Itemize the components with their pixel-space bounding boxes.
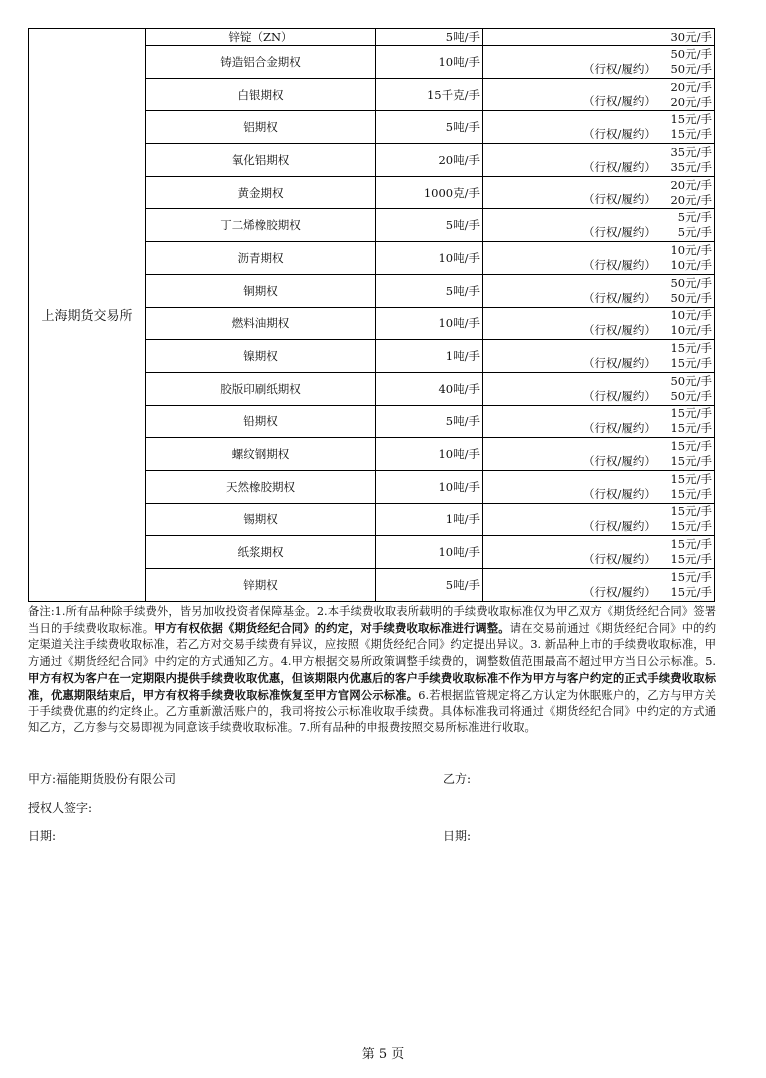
trading-unit: 10吨/手 <box>376 307 483 340</box>
party-a-label: 甲方:福能期货股份有限公司 <box>28 772 177 786</box>
fee-value: 15元/手 <box>670 569 712 584</box>
authorized-signature-label: 授权人签字: <box>28 801 93 815</box>
exercise-fee-value: 15元/手 <box>670 127 712 142</box>
trading-unit: 1吨/手 <box>376 503 483 536</box>
remarks <box>28 604 716 737</box>
exercise-tag: （行权/履约） <box>583 421 656 436</box>
product-name: 螺纹钢期权 <box>146 438 376 471</box>
trading-unit: 20吨/手 <box>376 144 483 177</box>
fee-value: 15元/手 <box>670 439 712 454</box>
remarks-text: 请在交易前通过《期货经纪合同》中的约定渠道关注手续费收取标准，若乙方对交易手续费有异议，应按照《期货经纪合同》约定提出异议。3. 新品种上市的手续费收取标准，甲方通过《期货经纪合同》中约定的方式通知乙方。4.甲方根据交易所政策调整手续费的，调整数值范围最高不超过甲方当日公示标准。5. <box>28 622 716 668</box>
trading-unit: 5吨/手 <box>376 209 483 242</box>
exercise-tag: （行权/履约） <box>583 584 656 599</box>
exercise-fee-value: 15元/手 <box>670 519 712 534</box>
page-number: 第 5 页 <box>361 1047 405 1062</box>
product-name: 镍期权 <box>146 340 376 373</box>
exercise-tag: （行权/履约） <box>583 519 656 534</box>
product-name: 白银期权 <box>146 78 376 111</box>
exercise-tag: （行权/履约） <box>583 192 656 207</box>
trading-unit: 10吨/手 <box>376 470 483 503</box>
trading-unit: 5吨/手 <box>376 569 483 602</box>
exchange-name: 上海期货交易所 <box>29 29 146 602</box>
remarks-text: 6.若根据监管规定将乙方认定为休眠账户的，乙方与甲方关于手续费优惠的约定终止。乙方重新激活账户的，我司将按公示标准收取手续费。具体标准我司将通过《期货经纪合同》中约定的方式通知乙方，乙方参与交易即视为同意该手续费收取标准。7.所有品种的申报费按照交易所标准进行收取。 <box>28 689 716 735</box>
fee-cell <box>483 176 715 209</box>
exercise-tag: （行权/履约） <box>583 552 656 566</box>
product-name: 铜期权 <box>146 274 376 307</box>
product-name: 燃料油期权 <box>146 307 376 340</box>
fee-value: 50元/手 <box>670 373 712 388</box>
exercise-tag: （行权/履约） <box>583 486 656 501</box>
fee-value: 30元/手 <box>670 29 712 44</box>
date-label-a: 日期: <box>28 829 57 843</box>
exercise-fee-value: 20元/手 <box>670 192 712 207</box>
exercise-fee-value: 15元/手 <box>670 454 712 469</box>
fee-cell <box>483 274 715 307</box>
product-name: 黄金期权 <box>146 176 376 209</box>
trading-unit: 1000克/手 <box>376 176 483 209</box>
product-name: 锡期权 <box>146 503 376 536</box>
fee-cell <box>483 470 715 503</box>
exercise-fee-value: 50元/手 <box>670 61 712 76</box>
exercise-tag: （行权/履约） <box>583 388 656 403</box>
exercise-tag: （行权/履约） <box>583 453 656 468</box>
fee-value: 5元/手 <box>677 210 712 225</box>
party-b-label: 乙方: <box>443 772 472 786</box>
exercise-fee-value: 15元/手 <box>670 421 712 436</box>
exercise-fee-value: 50元/手 <box>670 388 712 403</box>
fee-cell <box>483 503 715 536</box>
product-name: 锌锭（ZN） <box>146 29 376 46</box>
table-row <box>29 29 715 46</box>
fee-table <box>28 28 715 602</box>
trading-unit: 5吨/手 <box>376 111 483 144</box>
exercise-fee-value: 50元/手 <box>670 290 712 305</box>
exercise-fee-value: 35元/手 <box>670 159 712 174</box>
fee-cell <box>483 405 715 438</box>
fee-cell <box>483 144 715 177</box>
fee-cell <box>483 340 715 373</box>
fee-cell <box>483 438 715 471</box>
fee-value: 10元/手 <box>670 308 712 323</box>
exercise-tag: （行权/履约） <box>583 61 656 76</box>
fee-value: 20元/手 <box>670 177 712 192</box>
exercise-fee-value: 15元/手 <box>670 584 712 599</box>
fee-cell <box>483 29 715 46</box>
product-name: 胶版印刷纸期权 <box>146 372 376 405</box>
remarks-text: 备注:1.所有品种除手续费外，皆另加收投资者保障基金。2.本手续费收取表所载明的手续费收取标准仅为甲乙双方《期货经纪合同》签署当日的手续费收取标准。 <box>28 605 716 636</box>
trading-unit: 40吨/手 <box>376 372 483 405</box>
exercise-tag: （行权/履约） <box>583 127 656 142</box>
product-name: 天然橡胶期权 <box>146 470 376 503</box>
fee-cell <box>483 307 715 340</box>
fee-cell <box>483 46 715 79</box>
trading-unit: 10吨/手 <box>376 242 483 275</box>
exercise-fee-value: 15元/手 <box>670 486 712 501</box>
exercise-tag: （行权/履约） <box>583 355 656 370</box>
product-name: 铅期权 <box>146 405 376 438</box>
trading-unit: 1吨/手 <box>376 340 483 373</box>
trading-unit: 10吨/手 <box>376 46 483 79</box>
exercise-tag: （行权/履约） <box>583 257 656 272</box>
fee-value: 10元/手 <box>670 242 712 257</box>
product-name: 铸造铝合金期权 <box>146 46 376 79</box>
fee-cell <box>483 242 715 275</box>
exercise-fee-value: 20元/手 <box>670 94 712 109</box>
exercise-fee-value: 5元/手 <box>677 225 712 240</box>
exercise-fee-value: 10元/手 <box>670 257 712 272</box>
trading-unit: 10吨/手 <box>376 536 483 569</box>
fee-value: 15元/手 <box>670 504 712 519</box>
trading-unit: 5吨/手 <box>376 405 483 438</box>
fee-value: 15元/手 <box>670 341 712 356</box>
exercise-tag: （行权/履约） <box>583 94 656 109</box>
fee-value: 20元/手 <box>670 79 712 94</box>
exercise-fee-value: 15元/手 <box>670 356 712 371</box>
trading-unit: 10吨/手 <box>376 438 483 471</box>
fee-value: 15元/手 <box>670 471 712 486</box>
exercise-tag: （行权/履约） <box>583 225 656 240</box>
product-name: 纸浆期权 <box>146 536 376 569</box>
trading-unit: 5吨/手 <box>376 274 483 307</box>
trading-unit: 5吨/手 <box>376 29 483 46</box>
product-name: 氧化铝期权 <box>146 144 376 177</box>
exercise-fee-value: 10元/手 <box>670 323 712 338</box>
fee-cell <box>483 372 715 405</box>
fee-value: 15元/手 <box>670 537 712 552</box>
exercise-fee-value: 15元/手 <box>670 552 712 567</box>
exercise-tag: （行权/履约） <box>583 290 656 305</box>
product-name: 丁二烯橡胶期权 <box>146 209 376 242</box>
fee-cell <box>483 569 715 602</box>
product-name: 锌期权 <box>146 569 376 602</box>
exercise-tag: （行权/履约） <box>583 323 656 338</box>
fee-value: 50元/手 <box>670 46 712 61</box>
fee-value: 15元/手 <box>670 406 712 421</box>
fee-value: 50元/手 <box>670 275 712 290</box>
product-name: 铝期权 <box>146 111 376 144</box>
product-name: 沥青期权 <box>146 242 376 275</box>
fee-cell <box>483 209 715 242</box>
date-label-b: 日期: <box>443 829 472 843</box>
fee-cell <box>483 78 715 111</box>
fee-value: 35元/手 <box>670 144 712 159</box>
fee-cell <box>483 536 715 569</box>
remarks-bold: 甲方有权依据《期货经纪合同》的约定，对手续费收取标准进行调整。 <box>154 621 510 636</box>
fee-cell <box>483 111 715 144</box>
exercise-tag: （行权/履约） <box>583 159 656 174</box>
remarks-bold: 甲方有权为客户在一定期限内提供手续费收取优惠，但该期限内优惠后的客户手续费收取标准不作为甲方与客户约定的正式手续费收取标准，优惠期限结束后，甲方有权将手续费收取标准恢复至甲方官网公示标准。 <box>28 670 716 703</box>
trading-unit: 15千克/手 <box>376 78 483 111</box>
fee-value: 15元/手 <box>670 112 712 127</box>
